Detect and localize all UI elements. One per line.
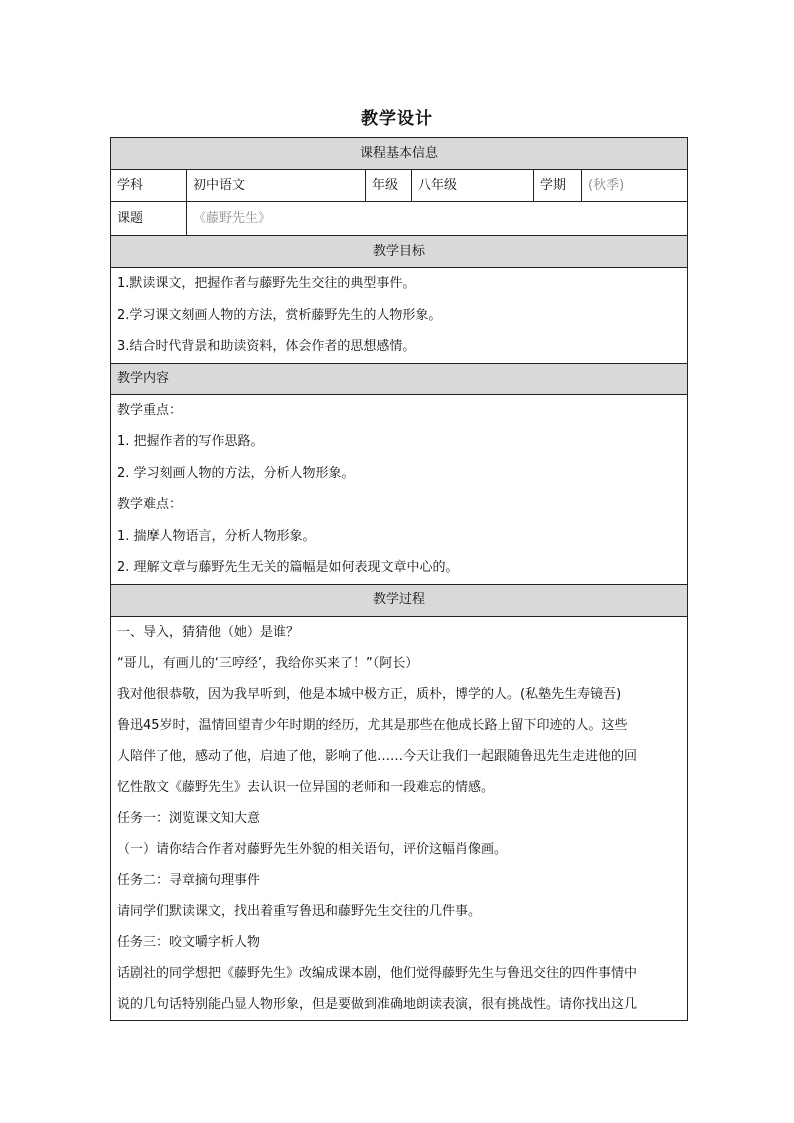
process-line: 一、导入，猜猜他（她）是谁？ <box>117 624 300 640</box>
lesson-label: 课题 <box>111 202 187 236</box>
content-line: 2. 学习刻画人物的方法，分析人物形象。 <box>117 465 355 481</box>
term-label: 学期 <box>534 170 582 202</box>
section-header-basic-info: 课程基本信息 <box>111 138 688 170</box>
process-line: 请同学们默读课文，找出着重写鲁迅和藤野先生交往的几件事。 <box>117 903 482 919</box>
content-line: 1. 揣摩人物语言，分析人物形象。 <box>117 528 316 544</box>
objectives-block <box>111 268 688 364</box>
process-line: 话剧社的同学想把《藤野先生》改编成课本剧，他们觉得藤野先生与鲁迅交往的四件事情中 <box>117 965 638 981</box>
process-line: 任务三：咬文嚼字析人物 <box>117 934 261 950</box>
section-header-content: 教学内容 <box>111 363 688 394</box>
process-line: 人陪伴了他，感动了他，启迪了他，影响了他……今天让我们一起跟随鲁迅先生走进他的回 <box>117 748 638 764</box>
process-line: （一）请你结合作者对藤野先生外貌的相关语句，评价这幅肖像画。 <box>117 841 508 857</box>
process-line: 忆性散文《藤野先生》去认识一位异国的老师和一段难忘的情感。 <box>117 779 495 795</box>
page-title: 教学设计 <box>361 109 433 129</box>
content-line: 教学难点： <box>117 497 183 512</box>
content-line: 2. 理解文章与藤野先生无关的篇幅是如何表现文章中心的。 <box>117 560 459 575</box>
objective-item: 3.结合时代背景和助读资料，体会作者的思想感情。 <box>117 339 416 354</box>
content-line: 1. 把握作者的写作思路。 <box>117 434 264 449</box>
process-line: 说的几句话特别能凸显人物形象，但是要做到准确地朗读表演，很有挑战性。请你找出这几 <box>117 996 638 1012</box>
section-header-process: 教学过程 <box>111 584 688 616</box>
grade-value: 八年级 <box>412 170 534 202</box>
content-line: 教学重点： <box>117 402 183 418</box>
process-line: 任务二：寻章摘句理事件 <box>117 872 261 888</box>
grade-label: 年级 <box>366 170 412 202</box>
process-line: 我对他很恭敬，因为我早听到，他是本城中极方正，质朴，博学的人。(私塾先生寿镜吾) <box>117 686 622 702</box>
lesson-plan-table <box>110 137 688 1021</box>
section-header-objectives: 教学目标 <box>111 236 688 268</box>
objective-item: 1.默读课文，把握作者与藤野先生交往的典型事件。 <box>117 276 416 291</box>
subject-label: 学科 <box>111 170 187 202</box>
lesson-value: 《藤野先生》 <box>187 202 688 236</box>
subject-value: 初中语文 <box>187 170 366 202</box>
objective-item: 2.学习课文刻画人物的方法，赏析藤野先生的人物形象。 <box>117 307 442 323</box>
content-block <box>111 394 688 584</box>
process-block <box>111 616 688 1020</box>
process-line: 任务一：浏览课文知大意 <box>117 810 261 826</box>
process-line: 鲁迅45岁时，温情回望青少年时期的经历，尤其是那些在他成长路上留下印迹的人。这些 <box>117 717 628 733</box>
term-value: (秋季) <box>582 170 688 202</box>
process-line: “哥儿，有画儿的‘三哼经’，我给你买来了！”（阿长） <box>117 655 419 671</box>
